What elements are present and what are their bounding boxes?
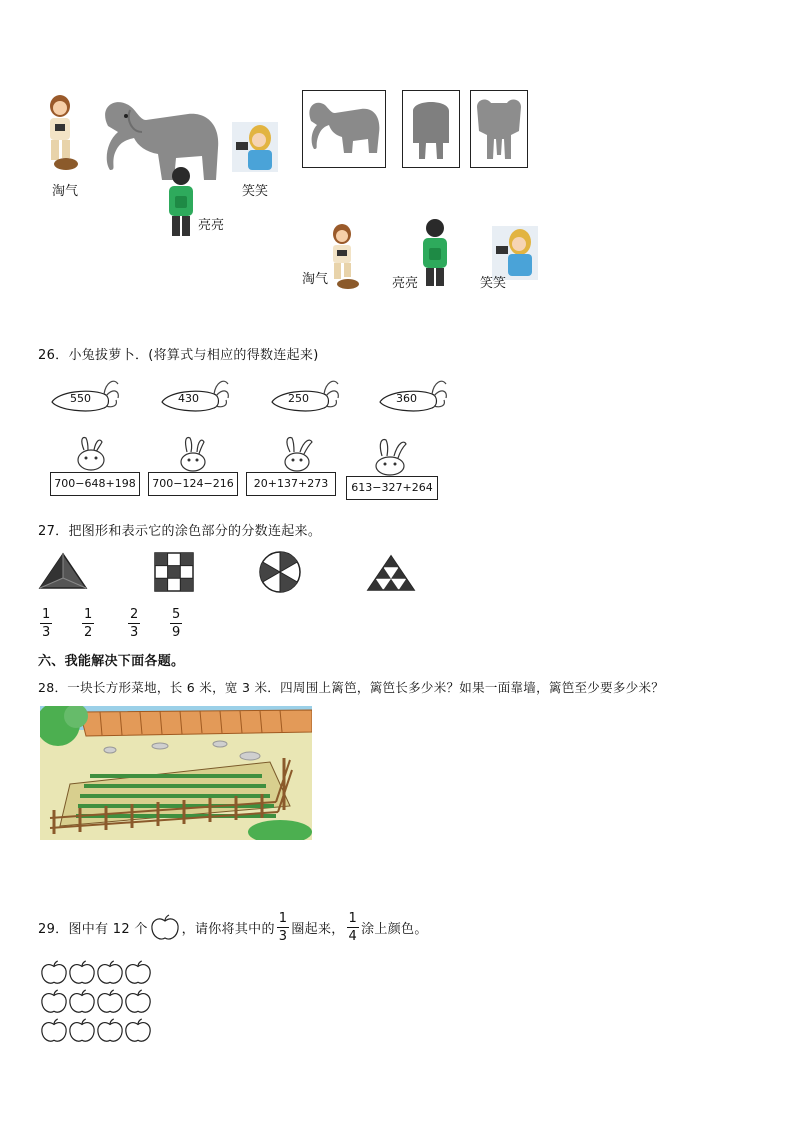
apple-3[interactable] xyxy=(96,960,124,986)
q28-text: 28．一块长方形菜地，长 6 米，宽 3 米．四周围上篱笆，篱笆长多少米？如果一面靠墙，篱笆至少要多少米？ xyxy=(38,680,665,695)
apple-1[interactable] xyxy=(40,960,68,986)
rabbit-2-icon xyxy=(172,436,214,472)
triangle-shape-icon[interactable] xyxy=(38,552,88,590)
elephant-icon xyxy=(96,96,226,184)
vegetable-garden-illustration xyxy=(40,706,312,840)
apple-7[interactable] xyxy=(96,989,124,1015)
label-liangliang: 亮亮 xyxy=(198,218,225,233)
fraction-3[interactable]: $\frac{2}{3}$ xyxy=(130,607,139,640)
apple-10[interactable] xyxy=(68,1018,96,1044)
q27-text: 27．把图形和表示它的涂色部分的分数连起来。 xyxy=(38,524,322,539)
carrot-3-value: 250 xyxy=(288,392,309,405)
fraction-2[interactable]: $\frac{1}{2}$ xyxy=(84,607,93,640)
expr-box-2[interactable]: 700−124−216 xyxy=(148,472,238,496)
carrot-2-value: 430 xyxy=(178,392,199,405)
view-side-photo xyxy=(302,90,386,168)
girl-xiaoxiao-icon xyxy=(232,122,278,172)
apple-grid xyxy=(40,960,160,1048)
view-back-photo xyxy=(402,90,460,168)
carrot-2[interactable] xyxy=(158,376,230,416)
apple-8[interactable] xyxy=(124,989,152,1015)
rabbit-4-icon xyxy=(366,436,414,476)
apple-11[interactable] xyxy=(96,1018,124,1044)
apple-4[interactable] xyxy=(124,960,152,986)
q29-part2: ，请你将其中的 xyxy=(181,922,275,937)
label-taoqi-bottom: 淘气 xyxy=(302,272,329,287)
elephant-side-icon xyxy=(303,91,385,167)
expr-box-4[interactable]: 613−327+264 xyxy=(346,476,438,500)
fraction-4[interactable]: $\frac{5}{9}$ xyxy=(172,607,181,640)
rabbit-3-icon xyxy=(276,434,318,472)
label-liangliang-bottom: 亮亮 xyxy=(392,276,419,291)
q29-frac-1: $\frac{1}{3}$ xyxy=(278,911,288,944)
q29-line xyxy=(38,912,428,943)
apple-9[interactable] xyxy=(40,1018,68,1044)
expr-box-1[interactable]: 700−648+198 xyxy=(50,472,140,496)
q29-part4: 涂上颜色。 xyxy=(361,922,428,937)
apple-2[interactable] xyxy=(68,960,96,986)
apple-icon xyxy=(150,914,180,942)
label-taoqi: 淘气 xyxy=(52,184,79,199)
carrot-1-value: 550 xyxy=(70,392,91,405)
carrot-4-value: 360 xyxy=(396,392,417,405)
carrot-1[interactable] xyxy=(48,376,120,416)
boy-liangliang-icon xyxy=(166,166,196,238)
fraction-1[interactable]: $\frac{1}{3}$ xyxy=(42,607,51,640)
q29-frac-2: $\frac{1}{4}$ xyxy=(348,911,358,944)
circle-shape-icon[interactable] xyxy=(258,550,302,594)
boy-liangliang-small-icon xyxy=(420,218,450,288)
carrot-3[interactable] xyxy=(268,376,340,416)
label-xiaoxiao-bottom: 笑笑 xyxy=(480,276,507,291)
triangle-grid-shape-icon[interactable] xyxy=(366,554,416,592)
scene-observers xyxy=(38,88,288,238)
q29-part3: 圈起来， xyxy=(291,922,345,937)
apple-12[interactable] xyxy=(124,1018,152,1044)
q29-part1: 29．图中有 12 个 xyxy=(38,922,148,937)
girl-taoqi-icon xyxy=(38,94,84,174)
q26-text: 26．小兔拔萝卜．(将算式与相应的得数连起来) xyxy=(38,348,319,363)
rabbit-1-icon xyxy=(70,436,112,472)
label-xiaoxiao: 笑笑 xyxy=(242,184,269,199)
elephant-front-icon xyxy=(471,91,527,167)
apple-5[interactable] xyxy=(40,989,68,1015)
apple-6[interactable] xyxy=(68,989,96,1015)
expr-box-3[interactable]: 20+137+273 xyxy=(246,472,336,496)
grid-square-shape-icon[interactable] xyxy=(154,552,194,592)
elephant-back-icon xyxy=(403,91,459,167)
section-6-title: 六、我能解决下面各题。 xyxy=(38,654,185,669)
view-front-photo xyxy=(470,90,528,168)
carrot-4[interactable] xyxy=(376,376,448,416)
